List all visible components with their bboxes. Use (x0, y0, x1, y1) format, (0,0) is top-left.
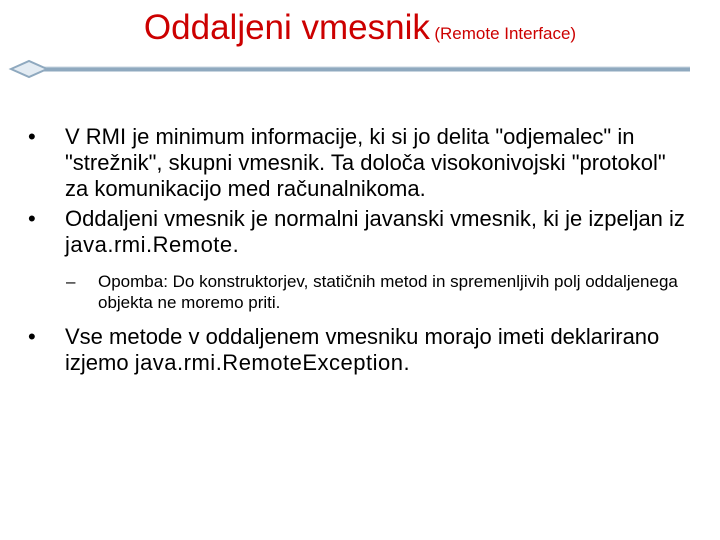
bullet-text: Vse metode v oddaljenem vmesniku morajo imeti deklarirano izjemo (65, 324, 660, 375)
slide-title (0, 8, 720, 48)
bullet-text: V RMI je minimum informacije, ki si jo delita "odjemalec" in "strežnik", skupni vmesnik. Ta določa visokonivojski "protokol" za komunikacijo med računalnikoma. (65, 124, 666, 201)
title-main: Oddaljeni vmesnik (143, 8, 430, 47)
bullet-marker: • (28, 206, 36, 231)
bullet-item (30, 324, 690, 376)
title-divider (8, 58, 693, 80)
bullet-item (30, 206, 690, 258)
code-java-rmi-remote: java.rmi.Remote (65, 232, 233, 257)
bullet-text-end: . (232, 232, 239, 257)
bullet-marker: • (28, 124, 36, 149)
code-java-rmi-remote-exception: java.rmi.RemoteException (134, 350, 404, 375)
bullet-item (30, 124, 690, 202)
sub-bullet-text: Opomba: Do konstruktorjev, statičnih metod in spremenljivih polj oddaljenega objekta ne moremo priti. (98, 272, 678, 312)
dash-marker: – (66, 272, 76, 291)
diamond-ornament (11, 61, 47, 77)
slide-content (30, 124, 690, 376)
bullet-text-end: . (403, 350, 410, 375)
bullet-text: Oddaljeni vmesnik je normalni javanski vmesnik, ki je izpeljan iz (65, 206, 685, 231)
bullet-marker: • (28, 324, 36, 349)
sub-bullet-item (66, 271, 690, 313)
title-subtitle: (Remote Interface) (434, 24, 577, 43)
